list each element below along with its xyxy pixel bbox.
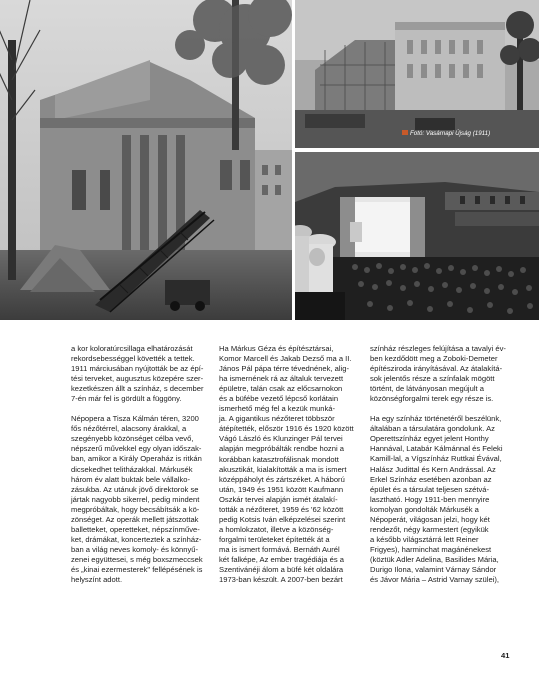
text-line: tották a nézőteret, 1959 és '62 között: [219, 504, 344, 514]
text-line: Ha egy színház történetéről beszélünk,: [370, 414, 502, 424]
text-line: három év alatt buktak bele vállalko-: [71, 474, 191, 484]
text-column-3: [370, 344, 506, 585]
text-line: és Jávor Mária – Astrid Varnay szülei),: [370, 575, 500, 585]
text-line: a kor koloratúrcsillaga elhatározását: [71, 344, 193, 353]
text-line: a később világsztárrá lett Reiner: [370, 534, 479, 544]
text-line: általában a társulatára gondolunk. Az: [370, 424, 495, 434]
text-line: két falképe, Az ember tragédiája és a: [219, 554, 344, 564]
text-line: Operettszínház egyet jelent Honthy: [370, 434, 489, 444]
text-line: lasztható. Hogy 1911-ben mennyire: [370, 494, 490, 504]
text-line: és a büfébe vezető lépcső korlátain: [219, 394, 339, 404]
paragraph-5: [370, 414, 506, 585]
text-line: épület és a társulat teljesen szétvá-: [370, 484, 490, 494]
text-line: a homlokzatot, illetve a közönség-: [219, 524, 334, 534]
text-line: Szentivánéji álom a büfé két oldalára: [219, 565, 344, 575]
text-line: pedig Kotsis Iván elképzelései szerint: [219, 514, 346, 524]
construction-site-photo-icon: [295, 0, 539, 148]
text-line: 1973-ban készült. A 2007-ben bezárt: [219, 575, 343, 585]
text-line: János Pál pápa térre tévednének, alig-: [219, 364, 350, 374]
text-line: és „kinai ezermesterek" fellépésének is: [71, 564, 203, 574]
text-line: színház részleges felújítása a tavalyi év-: [370, 344, 506, 353]
text-line: ja. A gigantikus nézőteret többször: [219, 414, 335, 424]
text-line: jártak nagyobb sikerrel, pedig mindent: [71, 494, 200, 504]
text-line: ma is ismert formává. Bernáth Aurél: [219, 544, 340, 554]
text-line: Vágó László és Klunzinger Pál tervei: [219, 434, 343, 444]
text-line: népszerű művekkel egy olyan időszak-: [71, 444, 202, 454]
text-line: megpróbáltak, hogy becsábítsák a kö-: [71, 504, 200, 514]
construction-photo-top-right: [295, 0, 539, 148]
text-line: szegényebb közönséget célba vevő,: [71, 434, 194, 444]
page-number: 41: [501, 651, 510, 660]
text-line: után, 1949 és 1951 között Kaufmann: [219, 484, 344, 494]
text-line: zenei együttesei, s még boxszmeccsek: [71, 554, 203, 564]
text-line: forgalmi területeket építették át a: [219, 534, 330, 544]
text-line: ben kezdődött meg a Zoboki-Demeter: [370, 354, 498, 364]
text-line: korábban katasztrofálisnak mondott: [219, 454, 339, 464]
text-line: balletteket, operetteket, népszínműve-: [71, 524, 200, 534]
text-line: ban, amikor a Király Operaház is ritkán: [71, 454, 202, 464]
theater-photo-bottom-right: [295, 152, 539, 320]
text-line: 1911 márciusában nyújtották be az épí-: [71, 364, 204, 374]
text-line: Népoperát, világosan jelzi, hogy két: [370, 514, 490, 524]
text-column-1: [71, 344, 208, 585]
text-line: Frigyes), harminchat magánénekest: [370, 544, 492, 554]
building-photo-left: [0, 0, 292, 320]
text-line: Erkel Színház esetében azonban az: [370, 474, 492, 484]
paragraph-1: [71, 344, 208, 404]
text-line: ban a világ neves komoly- és könnyű-: [71, 544, 199, 554]
theater-audience-photo-icon: [295, 152, 539, 320]
text-line: komolyan gondolták Márkusék a: [370, 504, 479, 514]
text-line: ha ismernének rá az általuk tervezett: [219, 374, 344, 384]
text-line: Kamill-lal, a Vígszínház Ruttkai Évával,: [370, 454, 502, 464]
text-column-2: [219, 344, 357, 585]
text-line: dicsekedhet telitházakkal. Márkusék: [71, 464, 193, 474]
text-line: zásukba. Az utánuk jövő direktorok se: [71, 484, 199, 494]
text-line: (köztük Adler Adelina, Basilides Mária,: [370, 554, 499, 564]
building-demolition-photo-icon: [0, 0, 292, 320]
text-line: történt, de látványosan megújult a: [370, 384, 484, 394]
text-line: Durigo Ilona, valamint Várnay Sándor: [370, 564, 497, 574]
text-line: Hannával, Latabár Kálmánnal és Feleki: [370, 444, 503, 454]
text-line: átépítették, először 1916 és 1920 között: [219, 424, 354, 434]
text-line: fős nézőtérrel, alacsony árakkal, a: [71, 424, 187, 434]
text-line: építésziroda irányításával. Az átalakítá-: [370, 364, 503, 374]
text-line: tési terveket, augusztus közepére szer-: [71, 374, 204, 384]
photo-caption: Fotó: Vasárnapi Újság (1911): [410, 130, 491, 137]
text-line: 7-én már fel is gördült a függöny.: [71, 394, 182, 404]
paragraph-2: [71, 414, 208, 585]
text-line: Népopera a Tisza Kálmán téren, 3200: [71, 414, 199, 424]
text-line: Oszkár tervei alapján ismét átalakí-: [219, 494, 338, 504]
text-line: helyszínt adott.: [71, 575, 123, 585]
text-line: Komor Marcell és Jakab Dezső ma a II.: [219, 354, 352, 364]
text-line: kezetkészen állt a színház, s december: [71, 384, 204, 394]
text-line: ismerhető még fel a kezük munká-: [219, 404, 336, 414]
text-line: zönséget. Az operák mellett játszottak: [71, 514, 199, 524]
text-line: Ha Márkus Géza és építésztársai,: [219, 344, 334, 353]
text-line: középpáholyt és zártszéket. A háború: [219, 474, 345, 484]
text-line: alapján megpróbálták rendbe hozni a: [219, 444, 344, 454]
text-line: épületre, talán csak az előcsarnokon: [219, 384, 343, 394]
paragraph-4: [370, 344, 506, 404]
text-line: közönségforgalmi terek egy része is.: [370, 394, 494, 404]
paragraph-3: [219, 344, 357, 585]
text-line: rekordsebességgel követték a tettek.: [71, 354, 195, 364]
text-line: sok jelentős része a színfalak mögött: [370, 374, 495, 384]
text-line: rendezőt, négy karmestert (egyikük: [370, 524, 489, 534]
text-line: ket, drámákat, koncerteztek a színház-: [71, 534, 202, 544]
text-line: Halász Judittal és Kern Andrással. Az: [370, 464, 496, 474]
text-line: akusztikát, kialakították a ma is ismert: [219, 464, 347, 474]
